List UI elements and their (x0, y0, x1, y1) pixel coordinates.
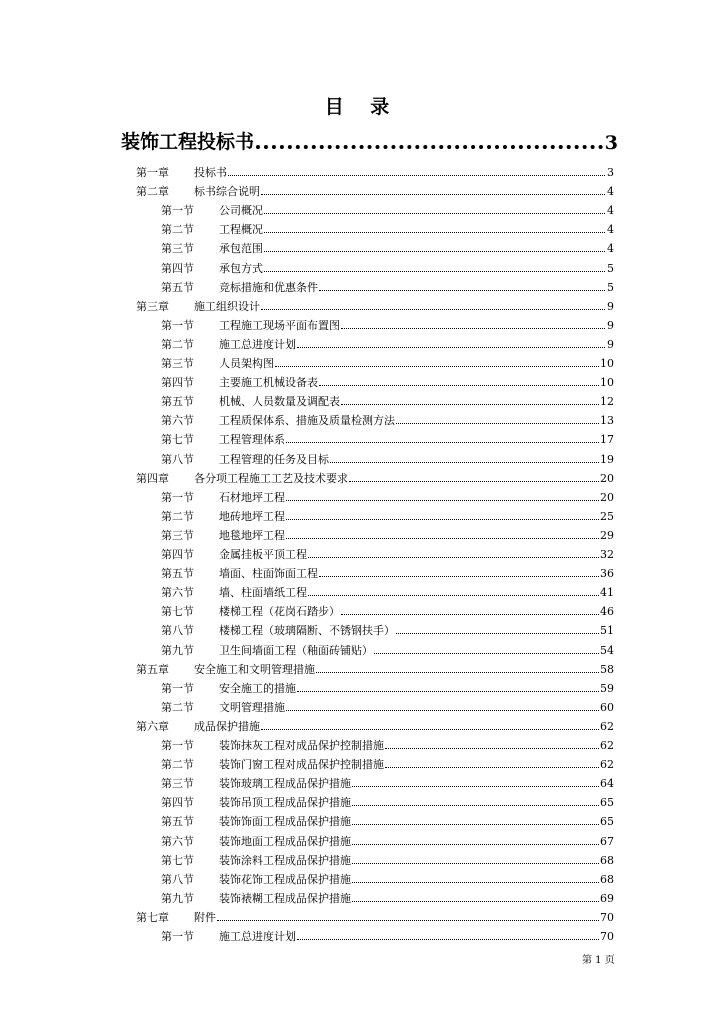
dot-leader (385, 748, 599, 749)
entry-page: 68 (600, 853, 614, 867)
entry-page: 9 (607, 337, 614, 351)
entry-label: 装饰地面工程成品保护措施 (219, 834, 351, 848)
entry-page: 68 (600, 872, 614, 886)
entry-label: 装饰门窗工程对成品保护控制措施 (219, 758, 384, 772)
toc-section-entry[interactable] (161, 618, 614, 637)
entry-number: 第五章 (136, 662, 169, 676)
dot-leader (297, 347, 605, 348)
entry-number: 第五节 (161, 567, 194, 581)
toc-section-entry[interactable] (161, 867, 614, 886)
entry-label: 装饰饰面工程成品保护措施 (219, 815, 351, 829)
entry-label: 文明管理措施 (219, 700, 285, 714)
entry-number: 第二章 (136, 185, 169, 199)
entry-label: 机械、人员数量及调配表 (219, 395, 340, 409)
entry-number: 第一节 (161, 318, 194, 332)
entry-label: 成品保护措施 (194, 719, 260, 733)
toc-chapter-entry[interactable] (136, 294, 614, 313)
entry-page: 41 (600, 586, 614, 600)
entry-page: 9 (607, 299, 614, 313)
toc-section-entry[interactable] (161, 924, 614, 943)
dot-leader (385, 767, 599, 768)
dot-leader (261, 194, 605, 195)
toc-section-entry[interactable] (161, 695, 614, 714)
entry-page: 5 (607, 261, 614, 275)
entry-number: 第六章 (136, 719, 169, 733)
entry-number: 第三章 (136, 299, 169, 313)
entry-label: 地毯地坪工程 (219, 528, 285, 542)
dot-leader (319, 385, 599, 386)
toc-section-entry[interactable] (161, 275, 614, 294)
toc-section-entry[interactable] (161, 351, 614, 370)
entry-page: 4 (607, 185, 614, 199)
entry-number: 第七章 (136, 910, 169, 924)
entry-label: 附件 (194, 910, 216, 924)
entry-number: 第七节 (161, 433, 194, 447)
entry-number: 第四节 (161, 548, 194, 561)
toc-section-entry[interactable] (161, 504, 614, 523)
dot-leader (396, 423, 599, 424)
entry-page: 29 (600, 528, 614, 542)
dot-leader (319, 290, 605, 291)
entry-page: 51 (600, 624, 614, 638)
toc-section-entry[interactable] (161, 236, 614, 255)
entry-label: 装饰吊顶工程成品保护措施 (219, 796, 351, 810)
entry-number: 第八节 (161, 452, 194, 466)
entry-page: 62 (600, 719, 614, 733)
main-entry-page: 3 (604, 132, 618, 154)
toc-section-entry[interactable] (161, 523, 614, 542)
dot-leader (341, 328, 605, 329)
toc-section-entry[interactable] (161, 427, 614, 446)
dot-leader (352, 863, 599, 864)
entry-page: 3 (607, 166, 614, 179)
entry-number: 第三节 (161, 777, 194, 791)
toc-chapter-entry[interactable] (136, 179, 614, 198)
main-entry-label: 装饰工程投标书 (121, 131, 255, 153)
entry-label: 承包范围 (219, 242, 263, 256)
toc-section-entry[interactable] (161, 217, 614, 236)
entry-number: 第一节 (161, 681, 194, 695)
dot-leader (286, 538, 599, 539)
entry-label: 装饰玻璃工程成品保护措施 (219, 777, 351, 791)
entry-page: 32 (600, 548, 614, 561)
entry-label: 墙面、柱面饰面工程 (219, 567, 318, 581)
entry-label: 主要施工机械设备表 (219, 376, 318, 390)
dot-leader (341, 404, 599, 405)
entry-label: 装饰抹灰工程对成品保护控制措施 (219, 739, 384, 752)
toc-section-entry[interactable] (161, 638, 614, 657)
dot-leader (330, 462, 599, 463)
toc-section-entry[interactable] (161, 408, 614, 427)
entry-label: 施工总进度计划 (219, 337, 296, 351)
dot-leader (228, 175, 605, 176)
entry-number: 第二节 (161, 700, 194, 714)
dot-leader (264, 213, 605, 214)
toc-section-entry[interactable] (161, 676, 614, 695)
entry-number: 第七节 (161, 853, 194, 867)
dot-leader (261, 309, 605, 310)
entry-number: 第一节 (161, 204, 194, 218)
entry-label: 楼梯工程（花岗石踏步） (219, 605, 340, 619)
entry-number: 第三节 (161, 357, 194, 370)
entry-number: 第二节 (161, 758, 194, 772)
entry-page: 62 (600, 739, 614, 752)
entry-label: 卫生间墙面工程（釉面砖铺贴） (219, 643, 373, 657)
entry-page: 64 (600, 777, 614, 791)
entry-label: 工程概况 (219, 223, 263, 237)
entry-label: 工程施工现场平面布置图 (219, 318, 340, 332)
entry-page: 70 (600, 910, 614, 924)
toc-section-entry[interactable] (161, 256, 614, 275)
entry-number: 第八节 (161, 624, 194, 638)
dot-leader (297, 691, 599, 692)
dot-leader (316, 672, 599, 673)
entry-label: 工程管理的任务及目标 (219, 452, 329, 466)
entry-label: 地砖地坪工程 (219, 509, 285, 523)
entry-label: 安全施工的措施 (219, 681, 296, 695)
dot-leader (352, 786, 599, 787)
dot-leader (352, 805, 599, 806)
entry-page: 59 (600, 681, 614, 695)
toc-section-entry[interactable] (161, 389, 614, 408)
dot-leader (352, 882, 599, 883)
dot-leader (374, 653, 599, 654)
entry-number: 第一节 (161, 490, 194, 504)
entry-page: 10 (600, 357, 614, 370)
toc-section-entry[interactable] (161, 447, 614, 466)
toc-section-entry[interactable] (161, 599, 614, 618)
entry-number: 第三节 (161, 242, 194, 256)
entry-page: 25 (600, 509, 614, 523)
entry-number: 第五节 (161, 815, 194, 829)
dot-leader (286, 500, 599, 501)
dot-leader (319, 576, 599, 577)
dot-leader (308, 595, 599, 596)
entry-number: 第九节 (161, 643, 194, 657)
entry-label: 装饰涂料工程成品保护措施 (219, 853, 351, 867)
entry-number: 第二节 (161, 509, 194, 523)
dot-leader (286, 519, 599, 520)
entry-page: 70 (600, 930, 614, 943)
entry-number: 第四节 (161, 261, 194, 275)
toc-section-entry[interactable] (161, 561, 614, 580)
dot-leader (264, 251, 605, 252)
dot-leader (264, 232, 605, 233)
entry-label: 各分项工程施工工艺及技术要求 (194, 471, 348, 485)
entry-label: 竞标措施和优惠条件 (219, 280, 318, 294)
entry-number: 第二节 (161, 337, 194, 351)
entry-number: 第四节 (161, 796, 194, 810)
toc-section-entry[interactable] (161, 733, 614, 752)
entry-label: 安全施工和文明管理措施 (194, 662, 315, 676)
dot-leader (297, 939, 599, 940)
entry-label: 人员架构图 (219, 357, 274, 370)
entry-label: 装饰裱糊工程成品保护措施 (219, 891, 351, 905)
entry-label: 墙、柱面墙纸工程 (219, 586, 307, 600)
entry-number: 第四节 (161, 376, 194, 390)
toc-section-entry[interactable] (161, 542, 614, 561)
entry-page: 65 (600, 815, 614, 829)
entry-label: 石材地坪工程 (219, 490, 285, 504)
entry-page: 36 (600, 567, 614, 581)
entry-number: 第二节 (161, 223, 194, 237)
dot-leader (264, 271, 605, 272)
entry-label: 投标书 (194, 166, 227, 179)
entry-page: 9 (607, 318, 614, 332)
dot-leader (286, 442, 599, 443)
toc-section-entry[interactable] (161, 809, 614, 828)
dot-leader (341, 614, 599, 615)
toc-title: 目 录 (324, 96, 400, 118)
toc-section-entry[interactable] (161, 332, 614, 351)
entry-page: 69 (600, 891, 614, 905)
entry-label: 施工总进度计划 (219, 930, 296, 943)
entry-number: 第八节 (161, 872, 194, 886)
toc-section-entry[interactable] (161, 848, 614, 867)
entry-page: 10 (600, 376, 614, 390)
entry-label: 工程管理体系 (219, 433, 285, 447)
entry-number: 第一章 (136, 166, 169, 179)
entry-number: 第六节 (161, 834, 194, 848)
entry-page: 67 (600, 834, 614, 848)
entry-page: 17 (600, 433, 614, 447)
dot-leader (261, 729, 599, 730)
page-number-footer: 第 1 页 (582, 955, 615, 966)
toc-section-entry[interactable] (161, 752, 614, 771)
entry-label: 公司概况 (219, 204, 263, 218)
entry-number: 第七节 (161, 605, 194, 619)
entry-number: 第一节 (161, 930, 194, 943)
entry-label: 装饰花饰工程成品保护措施 (219, 872, 351, 886)
dot-leader (217, 920, 599, 921)
toc-section-entry[interactable] (161, 771, 614, 790)
toc-chapter-entry[interactable] (136, 657, 614, 676)
main-toc-entry[interactable] (121, 126, 618, 154)
dot-leader (349, 481, 599, 482)
toc-section-entry[interactable] (161, 829, 614, 848)
entry-label: 金属挂板平顶工程 (219, 548, 307, 561)
entry-page: 60 (600, 700, 614, 714)
entry-page: 65 (600, 796, 614, 810)
dot-leader (308, 557, 599, 558)
entry-page: 4 (607, 242, 614, 256)
toc-section-entry[interactable] (161, 580, 614, 599)
entry-number: 第五节 (161, 280, 194, 294)
entry-number: 第九节 (161, 891, 194, 905)
toc-section-entry[interactable] (161, 370, 614, 389)
dot-leader (352, 824, 599, 825)
entry-page: 58 (600, 662, 614, 676)
toc-chapter-entry[interactable] (136, 160, 614, 179)
entry-page: 4 (607, 204, 614, 218)
entry-page: 4 (607, 223, 614, 237)
entry-page: 20 (600, 471, 614, 485)
entry-page: 5 (607, 280, 614, 294)
entry-page: 62 (600, 758, 614, 772)
dot-leader (286, 710, 599, 711)
entry-label: 施工组织设计 (194, 299, 260, 313)
entry-number: 第四章 (136, 471, 169, 485)
entry-label: 标书综合说明 (194, 185, 260, 199)
dot-leader (396, 633, 599, 634)
entry-label: 楼梯工程（玻璃隔断、不锈钢扶手） (219, 624, 395, 638)
toc-section-entry[interactable] (161, 313, 614, 332)
dot-leader (256, 145, 603, 149)
dot-leader (275, 366, 599, 367)
dot-leader (352, 844, 599, 845)
entry-page: 13 (600, 414, 614, 428)
toc-chapter-entry[interactable] (136, 905, 614, 924)
entry-label: 工程质保体系、措施及质量检测方法 (219, 414, 395, 428)
entry-number: 第六节 (161, 414, 194, 428)
dot-leader (352, 901, 599, 902)
entry-number: 第六节 (161, 586, 194, 600)
toc-section-entry[interactable] (161, 485, 614, 504)
entry-number: 第一节 (161, 739, 194, 752)
entry-page: 19 (600, 452, 614, 466)
toc-section-entry[interactable] (161, 886, 614, 905)
entry-page: 54 (600, 643, 614, 657)
toc-chapter-entry[interactable] (136, 714, 614, 733)
entry-page: 12 (600, 395, 614, 409)
entry-label: 承包方式 (219, 261, 263, 275)
entry-number: 第三节 (161, 528, 194, 542)
toc-chapter-entry[interactable] (136, 466, 614, 485)
entry-number: 第五节 (161, 395, 194, 409)
entry-page: 20 (600, 490, 614, 504)
toc-section-entry[interactable] (161, 790, 614, 809)
toc-section-entry[interactable] (161, 198, 614, 217)
entry-page: 46 (600, 605, 614, 619)
